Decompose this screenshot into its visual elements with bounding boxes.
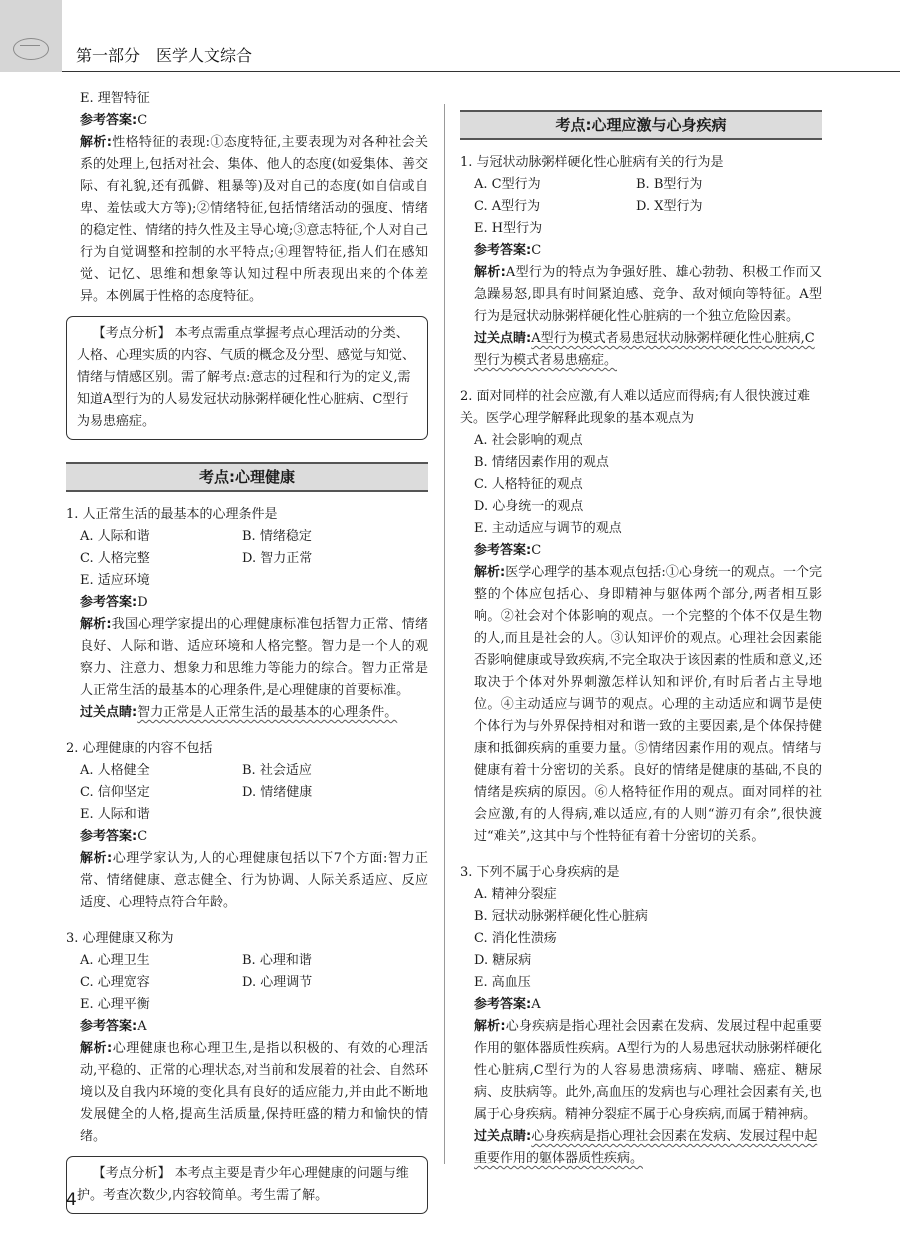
option-c: C. 心理宽容 — [80, 975, 150, 990]
analysis-paragraph — [460, 562, 822, 848]
answer-value: C — [531, 243, 542, 258]
question-stem: 3. 下列不属于心身疾病的是 — [460, 865, 620, 880]
answer-line — [460, 994, 822, 1016]
option-e: E. 主动适应与调节的观点 — [474, 521, 622, 536]
analysis-label: 解析: — [474, 1019, 506, 1034]
answer-line — [460, 240, 822, 262]
answer-label: 参考答案: — [80, 113, 138, 128]
analysis-label: 解析: — [80, 851, 113, 866]
option-c: C. 人格完整 — [80, 551, 150, 566]
left-column — [66, 88, 428, 1220]
answer-value: D — [137, 595, 148, 610]
option-a: A. 精神分裂症 — [474, 887, 557, 902]
options-list — [460, 430, 822, 540]
option-e: E. H型行为 — [474, 221, 543, 236]
keypoint-text: 心身疾病是指心理社会因素在发病、发展过程中起重要作用的躯体器质性疾病。 — [474, 1129, 818, 1166]
answer-label: 参考答案: — [474, 543, 532, 558]
analysis-text: 心理健康也称心理卫生,是指以积极的、有效的心理活动,平稳的、正常的心理状态,对当前和发展着的社会、自然环境以及自我内环境的变化具有良好的适应能力,并由此不断地发展健全的人格,提高生活质量,保持旺盛的精力和愉快的情绪。 — [80, 1041, 428, 1144]
analysis-text: 性格特征的表现:①态度特征,主要表现为对各种社会关系的处理上,包括对社会、集体、他人的态度(如爱集体、善交际、有礼貌,还有孤僻、粗暴等)及对自己的态度(如自信或自卑、羞怯或大方等);②情绪特征,包括情绪活动的强度、情绪的稳定性、情绪的持久性及主导心境;③意志特征,个人对自己行为自觉调整和控制的水平特点;④理智特征,指人们在感知觉、记忆、思维和想象等认知过程中所表现出来的个体差异。本例属于性格的态度特征。 — [80, 135, 428, 304]
question-stem: 1. 人正常生活的最基本的心理条件是 — [66, 507, 278, 522]
analysis-text: A型行为的特点为争强好胜、雄心勃勃、积极工作而又急躁易怒,即具有时间紧迫感、竞争、敌对倾向等特征。A型行为是冠状动脉粥样硬化性心脏病的一个独立危险因素。 — [474, 265, 822, 324]
option-e: E. 理智特征 — [80, 91, 150, 106]
options-list — [460, 884, 822, 994]
analysis-label: 解析: — [80, 135, 112, 150]
keypoint-label: 过关点睛: — [80, 705, 138, 720]
option-a: A. 社会影响的观点 — [474, 433, 583, 448]
answer-label: 参考答案: — [80, 595, 138, 610]
options-grid — [66, 950, 428, 994]
keypoint-label: 过关点睛: — [474, 1129, 532, 1144]
header-rule — [62, 71, 900, 72]
answer-line — [460, 540, 822, 562]
option-d: D. 情绪健康 — [242, 785, 313, 800]
keypoint-line — [460, 1126, 822, 1170]
answer-value: C — [137, 829, 148, 844]
analysis-paragraph — [460, 1016, 822, 1126]
answer-value: A — [137, 1019, 147, 1034]
options-grid — [66, 760, 428, 804]
answer-line — [66, 1016, 428, 1038]
option-e: E. 适应环境 — [80, 573, 150, 588]
option-c: C. 人格特征的观点 — [474, 477, 583, 492]
answer-line — [66, 826, 428, 848]
analysis-paragraph — [66, 132, 428, 308]
option-d: D. 心理调节 — [242, 975, 313, 990]
option-a: A. 人格健全 — [80, 763, 150, 778]
keypoint-text: A型行为模式者易患冠状动脉粥样硬化性心脏病,C型行为模式者易患癌症。 — [474, 331, 815, 368]
analysis-label: 解析: — [80, 617, 112, 632]
option-b: B. 情绪稳定 — [242, 529, 312, 544]
answer-value: C — [531, 543, 542, 558]
option-b: B. 心理和谐 — [242, 953, 312, 968]
option-b: B. B型行为 — [636, 177, 703, 192]
analysis-label: 解析: — [474, 565, 506, 580]
option-c: C. A型行为 — [474, 199, 541, 214]
analysis-paragraph — [66, 1038, 428, 1148]
answer-value: A — [531, 997, 541, 1012]
option-b: B. 社会适应 — [242, 763, 312, 778]
options-grid — [66, 526, 428, 570]
analysis-paragraph — [66, 848, 428, 914]
answer-line — [66, 592, 428, 614]
analysis-paragraph — [460, 262, 822, 328]
analysis-paragraph — [66, 614, 428, 702]
option-d: D. 智力正常 — [242, 551, 313, 566]
answer-label: 参考答案: — [474, 243, 532, 258]
option-d: D. 糖尿病 — [474, 953, 532, 968]
section-heading: 考点:心理健康 — [66, 462, 428, 492]
answer-label: 参考答案: — [80, 1019, 138, 1034]
exam-analysis-box: 【考点分析】 本考点主要是青少年心理健康的问题与维护。考查次数少,内容较简单。考生需了解。 — [66, 1156, 428, 1214]
keypoint-line — [460, 328, 822, 372]
question-stem: 3. 心理健康又称为 — [66, 931, 174, 946]
answer-label: 参考答案: — [474, 997, 532, 1012]
analysis-text: 心身疾病是指心理社会因素在发病、发展过程中起重要作用的躯体器质性疾病。A型行为的人易患冠状动脉粥样硬化性心脏病,C型行为的人容易患溃疡病、哮喘、癌症、糖尿病、皮肤病等。此外,高血压的发病也与心理社会因素有关,也属于心身疾病。精神分裂症不属于心身疾病,而属于精神病。 — [474, 1019, 822, 1122]
keypoint-line — [66, 702, 428, 724]
option-a: A. 人际和谐 — [80, 529, 150, 544]
page-number: 4 — [66, 1190, 77, 1210]
analysis-label: 解析: — [474, 265, 506, 280]
option-a: A. C型行为 — [474, 177, 541, 192]
exam-analysis-box: 【考点分析】 本考点需重点掌握考点心理活动的分类、人格、心理实质的内容、气质的概念及分型、感觉与知觉、情绪与情感区别。需了解考点:意志的过程和行为的定义,需知道A型行为的人易发冠状动脉粥样硬化性心脏病、C型行为易患癌症。 — [66, 316, 428, 440]
options-grid — [460, 174, 822, 218]
analysis-label: 解析: — [80, 1041, 113, 1056]
option-c: C. 信仰坚定 — [80, 785, 150, 800]
question-stem: 2. 心理健康的内容不包括 — [66, 741, 213, 756]
analysis-text: 我国心理学家提出的心理健康标准包括智力正常、情绪良好、人际和谐、适应环境和人格完整。智力是一个人的观察力、注意力、想象力和思维力等能力的综合。智力正常是人正常生活的最基本的心理条件,是心理健康的首要标准。 — [80, 617, 428, 698]
option-d: D. X型行为 — [636, 199, 703, 214]
answer-label: 参考答案: — [80, 829, 138, 844]
option-e: E. 高血压 — [474, 975, 531, 990]
question-stem: 1. 与冠状动脉粥样硬化性心脏病有关的行为是 — [460, 155, 724, 170]
question-stem: 2. 面对同样的社会应激,有人难以适应而得病;有人很快渡过难关。医学心理学解释此现象的基本观点为 — [460, 389, 811, 426]
option-d: D. 心身统一的观点 — [474, 499, 584, 514]
section-heading: 考点:心理应激与心身疾病 — [460, 110, 822, 140]
column-divider — [444, 104, 445, 1164]
analysis-text: 心理学家认为,人的心理健康包括以下7个方面:智力正常、情绪健康、意志健全、行为协调、人际关系适应、反应适度、心理特点符合年龄。 — [80, 851, 428, 910]
keypoint-label: 过关点睛: — [474, 331, 532, 346]
header-corner-band — [0, 0, 62, 72]
option-e: E. 心理平衡 — [80, 997, 150, 1012]
answer-value: C — [137, 113, 148, 128]
option-b: B. 冠状动脉粥样硬化性心脏病 — [474, 909, 648, 924]
option-c: C. 消化性溃疡 — [474, 931, 557, 946]
option-a: A. 心理卫生 — [80, 953, 150, 968]
keypoint-text: 智力正常是人正常生活的最基本的心理条件。 — [137, 705, 398, 720]
publisher-logo-icon — [13, 38, 49, 60]
right-column — [460, 88, 822, 1170]
option-b: B. 情绪因素作用的观点 — [474, 455, 609, 470]
answer-line — [66, 110, 428, 132]
analysis-text: 医学心理学的基本观点包括:①心身统一的观点。一个完整的个体应包括心、身即精神与躯体两个部分,两者相互影响。②社会对个体影响的观点。一个完整的个体不仅是生物的人,而且是社会的人。③认知评价的观点。心理社会因素能否影响健康或导致疾病,不完全取决于该因素的性质和意义,还取决于个体对外界刺激怎样认知和评价,有时后者占主导地位。④主动适应与调节的观点。心理的主动适应和调节是使个体行为与外界保持相对和谐一致的主要因素,是个体保持健康和抵御疾病的重要力量。⑤情绪因素作用的观点。情绪与健康有着十分密切的关系。良好的情绪是健康的基础,不良的情绪是疾病的原因。⑥人格特征作用的观点。面对同样的社会应激,有的人得病,难以适应,有的人则“游刃有余”,很快渡过“难关”,这其中与个性特征有着十分密切的关系。 — [474, 565, 822, 844]
option-e: E. 人际和谐 — [80, 807, 150, 822]
running-header-title: 第一部分 医学人文综合 — [76, 46, 253, 65]
